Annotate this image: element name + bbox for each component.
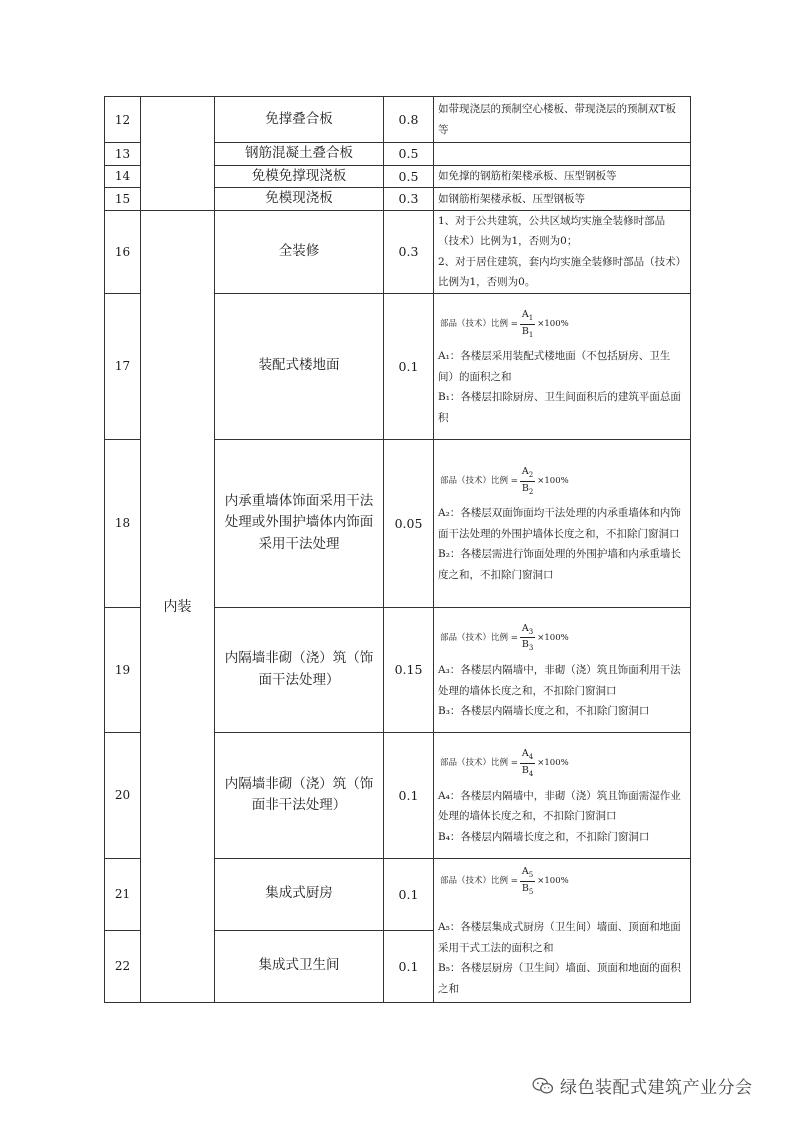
- item-name: 免模现浇板: [215, 188, 384, 211]
- numerator-index: 4: [528, 753, 534, 762]
- numerator: A: [521, 309, 529, 321]
- score: 0.1: [384, 732, 434, 858]
- score: 0.8: [384, 97, 434, 143]
- watermark: [532, 1073, 753, 1098]
- note: [434, 607, 691, 732]
- score: 0.05: [384, 439, 434, 607]
- score: 0.15: [384, 607, 434, 732]
- score: 0.3: [384, 188, 434, 211]
- ratio-formula: [440, 465, 686, 497]
- denominator-index: 1: [528, 330, 534, 339]
- formula-prefix: 部品（技术）比例 =: [440, 475, 518, 486]
- note: [434, 732, 691, 858]
- item-name: 内承重墙体饰面采用干法处理或外围护墙体内饰面采用干法处理: [215, 439, 384, 607]
- watermark-text: 绿色装配式建筑产业分会: [560, 1078, 753, 1098]
- note-line: 1、对于公共建筑，公共区域均实施全装修时部品（技术）比例为1，否则为0；: [438, 214, 666, 248]
- score: 0.3: [384, 210, 434, 293]
- table-row: [105, 97, 691, 143]
- item-name: 全装修: [215, 210, 384, 293]
- row-number: 22: [105, 930, 141, 1002]
- wechat-icon: [532, 1077, 554, 1095]
- item-name: 集成式厨房: [215, 858, 384, 930]
- note-line: A₅：各楼层集成式厨房（卫生间）墙面、顶面和地面采用干式工法的面积之和: [438, 921, 681, 954]
- numerator: A: [521, 866, 529, 878]
- formula-prefix: 部品（技术）比例 =: [440, 758, 518, 769]
- row-number: 15: [105, 188, 141, 211]
- note-line: B₁：各楼层扣除厨房、卫生间面积后的建筑平面总面积: [438, 391, 681, 424]
- numerator-index: 5: [528, 870, 534, 879]
- row-number: 18: [105, 439, 141, 607]
- note-line: B₃：各楼层内隔墙长度之和，不扣除门窗洞口: [438, 705, 650, 718]
- denominator: B: [521, 325, 529, 337]
- note-shared: [434, 858, 691, 1002]
- category-cell: 内装: [141, 210, 215, 1002]
- row-number: 16: [105, 210, 141, 293]
- note: 如免撑的钢筋桁架楼承板、压型钢板等: [434, 165, 691, 188]
- denominator-index: 5: [528, 887, 534, 896]
- numerator-index: 2: [528, 470, 534, 479]
- note-line: B₄：各楼层内隔墙长度之和，不扣除门窗洞口: [438, 830, 650, 843]
- score: 0.5: [384, 143, 434, 166]
- numerator: A: [521, 748, 529, 760]
- row-number: 12: [105, 97, 141, 143]
- row-number: 14: [105, 165, 141, 188]
- numerator-index: 3: [528, 627, 534, 636]
- denominator-index: 2: [528, 487, 534, 496]
- ratio-formula: [440, 747, 686, 779]
- denominator: B: [521, 764, 529, 776]
- note-line: A₄：各楼层内隔墙中，非砌（浇）筑且饰面需湿作业处理的墙体长度之和，不扣除门窗洞口: [438, 789, 681, 823]
- formula-prefix: 部品（技术）比例 =: [440, 318, 518, 329]
- note-line: A₁：各楼层采用装配式楼地面（不包括厨房、卫生间）的面积之和: [438, 350, 671, 383]
- fraction: [520, 865, 535, 897]
- note-line: A₂：各楼层双面饰面均干法处理的内承重墙体和内饰面干法处理的外围护墙体长度之和，不扣除门窗洞口: [438, 507, 681, 540]
- formula-prefix: 部品（技术）比例 =: [440, 632, 518, 643]
- row-number: 13: [105, 143, 141, 166]
- ratio-formula: [440, 865, 686, 897]
- denominator-index: 3: [528, 644, 534, 653]
- denominator: B: [521, 639, 529, 651]
- note-line: B₂：各楼层需进行饰面处理的外围护墙和内承重墙长度之和，不扣除门窗洞口: [438, 548, 681, 581]
- denominator: B: [521, 482, 529, 494]
- row-number: 19: [105, 607, 141, 732]
- score: 0.1: [384, 930, 434, 1002]
- note: [434, 439, 691, 607]
- formula-suffix: ×100%: [537, 475, 569, 486]
- fraction: [520, 622, 535, 654]
- score: 0.1: [384, 293, 434, 439]
- formula-suffix: ×100%: [537, 318, 569, 329]
- numerator-index: 1: [528, 313, 534, 322]
- denominator: B: [521, 882, 529, 894]
- fraction: [520, 308, 535, 340]
- fraction: [520, 465, 535, 497]
- denominator-index: 4: [528, 769, 534, 778]
- note-line: A₃：各楼层内隔墙中，非砌（浇）筑且饰面利用干法处理的墙体长度之和，不扣除门窗洞口: [438, 664, 681, 697]
- row-number: 17: [105, 293, 141, 439]
- score: 0.1: [384, 858, 434, 930]
- item-name: 内隔墙非砌（浇）筑（饰面干法处理）: [215, 607, 384, 732]
- item-name: 集成式卫生间: [215, 930, 384, 1002]
- numerator: A: [521, 622, 529, 634]
- table-row: [105, 210, 691, 293]
- item-name: 内隔墙非砌（浇）筑（饰面非干法处理）: [215, 732, 384, 858]
- formula-suffix: ×100%: [537, 875, 569, 886]
- formula-prefix: 部品（技术）比例 =: [440, 875, 518, 886]
- note: 如钢筋桁架楼承板、压型钢板等: [434, 188, 691, 211]
- item-name: 装配式楼地面: [215, 293, 384, 439]
- fraction: [520, 747, 535, 779]
- ratio-formula: [440, 308, 686, 340]
- numerator: A: [521, 466, 529, 478]
- item-name: 钢筋混凝土叠合板: [215, 143, 384, 166]
- note: [434, 210, 691, 293]
- item-name: 免模免撑现浇板: [215, 165, 384, 188]
- note: [434, 143, 691, 166]
- row-number: 20: [105, 732, 141, 858]
- note-line: B₅：各楼层厨房（卫生间）墙面、顶面和地面的面积之和: [438, 962, 681, 995]
- note: [434, 293, 691, 439]
- note: 如带现浇层的预制空心楼板、带现浇层的预制双T板等: [434, 97, 691, 143]
- note-line: 2、对于居住建筑，套内均实施全装修时部品（技术）比例为1，否则为0。: [438, 255, 681, 289]
- ratio-formula: [440, 622, 686, 654]
- category-cell-blank: [141, 97, 215, 211]
- item-name: 免撑叠合板: [215, 97, 384, 143]
- score: 0.5: [384, 165, 434, 188]
- row-number: 21: [105, 858, 141, 930]
- scoring-table: [104, 96, 691, 1003]
- formula-suffix: ×100%: [537, 632, 569, 643]
- formula-suffix: ×100%: [537, 758, 569, 769]
